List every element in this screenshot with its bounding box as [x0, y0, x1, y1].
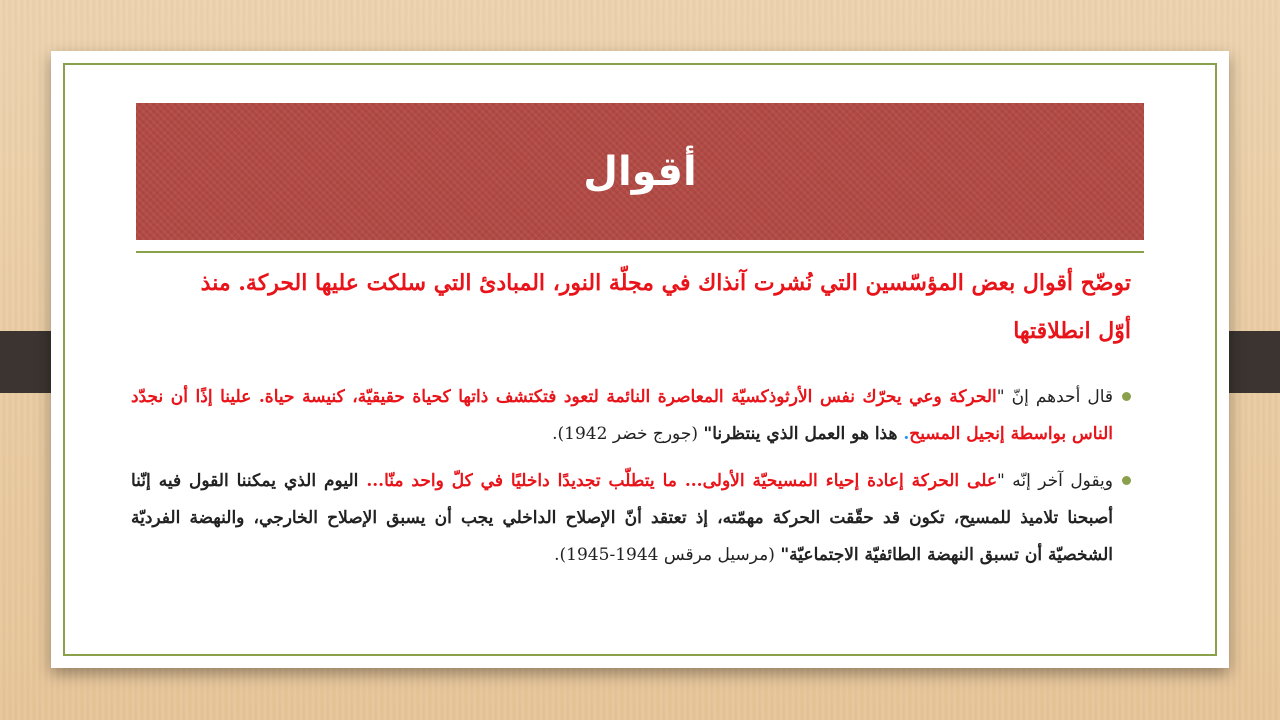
title-banner: [136, 103, 1144, 240]
slide-subtitle: توضّح أقوال بعض المؤسّسين التي نُشرت آنذاك في مجلّة النور، المبادئ التي سلكت عليها الحركة. منذ أوّل انطلاقتها: [200, 270, 1131, 344]
bullet-1-intro: قال أحدهم إنّ: [1004, 387, 1113, 407]
title-divider: [136, 251, 1144, 253]
slide-title: أقوال: [583, 148, 697, 195]
slide: [51, 51, 1229, 668]
bullet-2-intro: ويقول آخر إنّه: [1004, 471, 1113, 491]
bullet-1-quote-open: ": [996, 387, 1005, 407]
bullet-list: [131, 379, 1131, 584]
bullet-item-2: [131, 463, 1131, 574]
bullet-dot-icon: [1122, 392, 1131, 401]
bullet-2-bold: اليوم الذي يمكننا القول فيه إنّنا أصبحنا تلاميذ للمسيح، تكون قد حقّقت الحركة مهمّته، إذ تعتقد أنّ الإصلاح الداخلي يجب أن يسبق الإصلاح الخارجي، والنهضة الفرديّة الشخصيّة أن تسبق النهضة الطائفيّة الاجتماعيّة": [131, 471, 1113, 565]
bullet-1-citation: (جورج خضر 1942).: [552, 424, 704, 444]
bullet-2-quote-open: ": [997, 471, 1005, 491]
bullet-2-citation: (مرسيل مرقس 1944-1945).: [554, 545, 781, 565]
bullet-item-1: [131, 379, 1131, 453]
bullet-1-bold: هذا هو العمل الذي ينتظرنا": [703, 424, 904, 444]
bullet-2-quote: على الحركة إعادة إحياء المسيحيّة الأولى... ما يتطلّب تجديدًا داخليًا في كلّ واحد منّا...: [366, 471, 998, 491]
bullet-1-quote: الحركة وعي يحرّك نفس الأرثوذكسيّة المعاصرة النائمة لتعود فتكتشف ذاتها كحياة حقيقيّة، كنيسة حياة. علينا إذًا أن نجدّد الناس بواسطة إنجيل المسيح: [131, 387, 1113, 444]
bullet-dot-icon: [1122, 476, 1131, 485]
bullet-1-dot: .: [903, 424, 910, 444]
